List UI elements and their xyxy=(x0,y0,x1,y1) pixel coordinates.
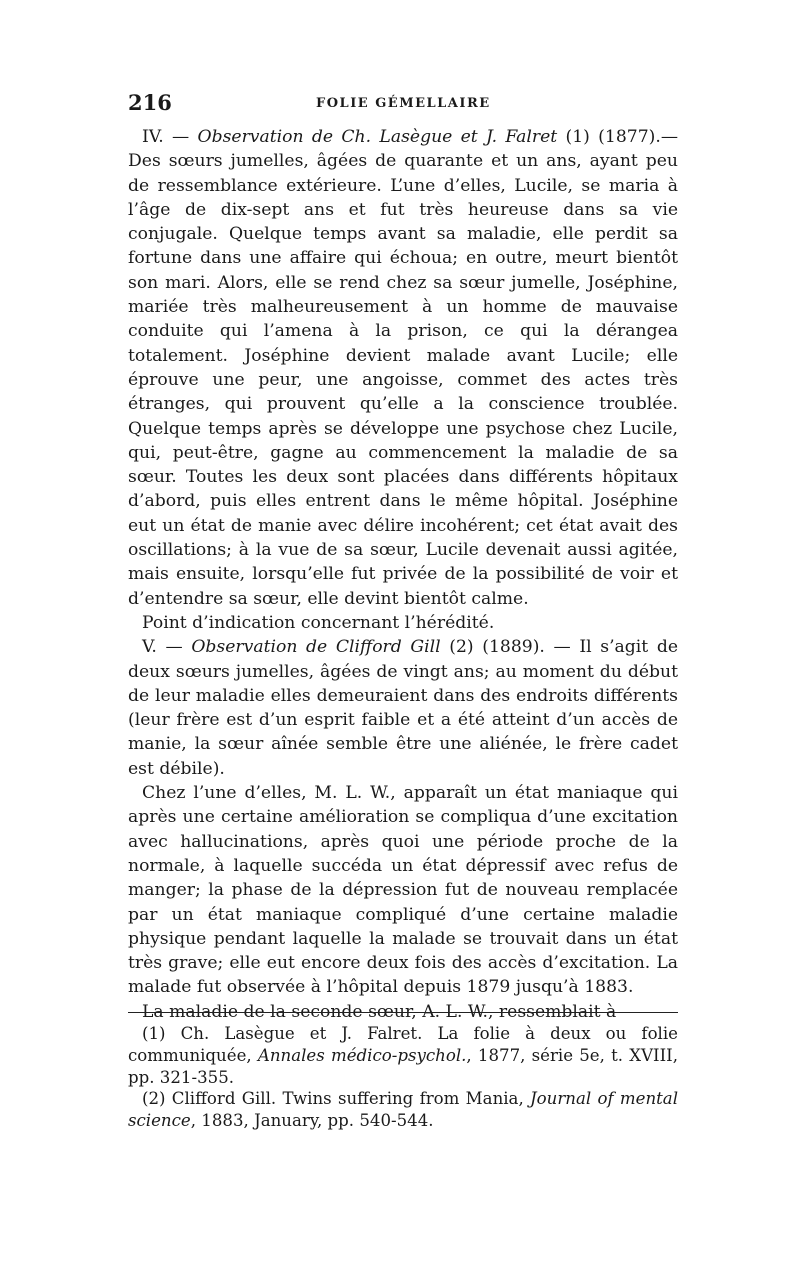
section-v-title: Observation de Clifford Gill xyxy=(191,637,441,658)
page-number: 216 xyxy=(128,90,172,115)
section-v-number: V. — xyxy=(142,637,192,658)
footnote-1-text: (1) Ch. Lasègue et J. Falret. La folie à deux ou folie communiquée, xyxy=(128,1024,678,1065)
footnote-2-text: (2) Clifford Gill. Twins suffering from Mania, xyxy=(142,1089,531,1109)
section-iv-text: — Des sœurs jumelles, âgées de quarante et un ans, ayant peu de ressemblance extérieure. L’une d’elles, Lucile, se maria à l’âge de dix-sept ans et fut très heureuse dans sa vie conjugale. Quelque temps avant sa maladie, elle perdit sa fortune dans une affaire qui échoua; en outre, meurt bientôt son mari. Alors, elle se rend chez sa sœur jumelle, Joséphine, mariée très malheureusement à un homme de mauvaise conduite qui l’amena à la prison, ce qui la dérangea totalement. Joséphine devient malade avant Lucile; elle éprouve une peur, une angoisse, commet des actes très étranges, qui prouvent qu’elle a la conscience troublée. Quelque temps après se développe une psychose chez Lucile, qui, peut-être, gagne au commencement la maladie de sa sœur. Toutes les deux sont placées dans différents hôpitaux d’abord, puis elles entrent dans le même hôpital. Joséphine eut un état de manie avec délire incohérent; cet état avait des oscillations; à la vue de sa sœur, Lucile devenait aussi agitée, mais ensuite, lorsqu’elle fut privée de la possibilité de voir et d’entendre sa sœur, elle devint bientôt calme. xyxy=(128,127,678,609)
footnote-1-journal: Annales médico-psychol. xyxy=(257,1045,467,1065)
footnote-2 xyxy=(128,1088,678,1132)
body-text xyxy=(128,125,678,1024)
page-header xyxy=(128,90,678,120)
section-v-text: — Il s’agit de deux sœurs jumelles, âgées de vingt ans; au moment du début de leur maladie elles demeuraient dans des endroits différents (leur frère est d’un esprit faible et a été atteint d’un accès de manie, la sœur aînée semble être une aliénée, le frère cadet est débile). xyxy=(128,637,679,779)
footnotes xyxy=(128,1023,678,1132)
section-v-paragraph xyxy=(128,635,678,781)
section-v-paragraph-3: La maladie de la seconde sœur, A. L. W., ressemblait à xyxy=(142,1001,617,1022)
section-iv-number: IV. — xyxy=(142,127,198,147)
section-iv-ref: (1) (1877). xyxy=(557,127,661,147)
section-iv-heredity: Point d’indication concernant l’hérédité. xyxy=(142,612,495,633)
section-v-ref: (2) (1889). xyxy=(440,637,545,658)
section-iv-title: Observation de Ch. Lasègue et J. Falret xyxy=(197,127,558,147)
footnote-2-journal: Journal of mental science xyxy=(128,1089,678,1131)
running-title: FOLIE GÉMELLAIRE xyxy=(316,96,491,111)
section-iv-paragraph xyxy=(128,125,678,611)
footnote-1 xyxy=(128,1023,678,1088)
footnote-rule xyxy=(128,1012,678,1013)
section-v-paragraph-2: Chez l’une d’elles, M. L. W., apparaît un état maniaque qui après une certaine amélioration se compliqua d’une excitation avec hallucinations, après quoi une période proche de la normale, à laquelle succéda un état dépressif avec refus de manger; la phase de la dépression fut de nouveau remplacée par un état maniaque compliqué d’une certaine maladie physique pendant laquelle la malade se trouvait dans un état très grave; elle eut encore deux fois des accès d’excitation. La malade fut observée à l’hôpital depuis 1879 jusqu’à 1883. xyxy=(128,783,678,998)
footnote-1-details: , 1877, série 5e, t. XVIII, pp. 321-355. xyxy=(128,1045,678,1087)
footnote-2-details: , 1883, January, pp. 540-544. xyxy=(190,1111,434,1131)
